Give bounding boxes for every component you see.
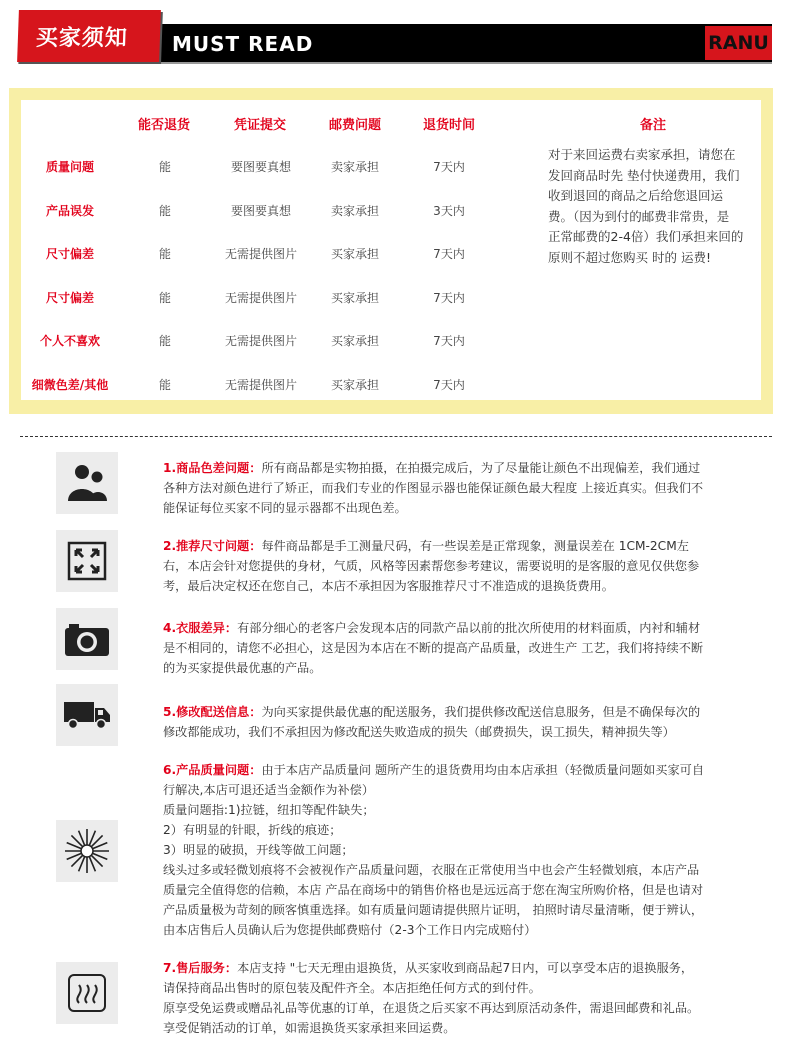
header-tag — [17, 10, 161, 62]
column-header-returnable: 能否退货 — [138, 118, 191, 133]
row-postage: 买家承担 — [330, 378, 380, 392]
policy-text: 所有商品都是实物拍摄，在拍摄完成后，为了尽量能让颜色不出现偏差，我们通过 — [261, 461, 701, 475]
column-header-postage: 邮费问题 — [329, 118, 382, 133]
column-header-proof: 凭证提交 — [234, 118, 287, 133]
policy-line — [163, 800, 757, 820]
return-note — [548, 145, 760, 268]
note-line: 对于来回运费右卖家承担，请您在 — [548, 147, 736, 162]
header-underline — [18, 62, 772, 64]
policy-line — [163, 576, 757, 596]
row-issue: 尺寸偏差 — [45, 291, 95, 305]
policy-line — [163, 1018, 757, 1038]
policy-text: 每件商品都是手工测量尺码，有一些误差是正常现象，测量误差在 1CM-2CM左 — [261, 539, 689, 553]
header-subtitle: MUST READ — [172, 32, 314, 56]
policy-text: 修改都能成功，我们不承担因为修改配送失败造成的损失（邮费损失，误工损失，精神损失等） — [163, 725, 675, 739]
policy-item — [163, 760, 757, 940]
truck-icon — [56, 684, 118, 746]
policy-line — [163, 638, 757, 658]
policy-line — [163, 556, 757, 576]
policy-line — [163, 702, 757, 722]
row-return-time: 7天内 — [433, 160, 465, 174]
policy-line — [163, 536, 757, 556]
column-header-note: 备注 — [640, 118, 667, 133]
policy-title: 4.衣服差异： — [163, 621, 238, 635]
policy-line — [163, 780, 757, 800]
policy-text: 质量完全值得您的信赖，本店 产品在商场中的销售价格也是远远高于您在淘宝所购价格，但是也请对 — [163, 883, 704, 897]
policy-text: 质量问题指:1)拉链，纽扣等配件缺失； — [163, 803, 375, 817]
row-returnable: 能 — [158, 204, 172, 218]
policy-line — [163, 618, 757, 638]
row-return-time: 7天内 — [433, 291, 465, 305]
row-returnable: 能 — [158, 291, 172, 305]
policy-line — [163, 880, 757, 900]
policy-item — [163, 958, 757, 1038]
policy-item — [163, 536, 757, 596]
policy-text: 有部分细心的老客户会发现本店的同款产品以前的批次所使用的材料面质，内衬和辅材 — [237, 621, 701, 635]
policy-text: 的为买家提供最优惠的产品。 — [163, 661, 322, 675]
policy-text: 行解决,本店可退还适当金额作为补偿） — [163, 783, 375, 797]
policy-text: 请保持商品出售时的原包装及配件齐全。本店拒绝任何方式的到付件。 — [163, 981, 541, 995]
policy-line — [163, 458, 757, 478]
aperture-icon — [56, 820, 118, 882]
brand-logo: RANU — [705, 26, 772, 60]
policy-line — [163, 498, 757, 518]
policy-text: 原享受免运费或赠品礼品等优惠的订单，在退货之后买家不再达到原活动条件，需退回邮费和礼品。 — [163, 1001, 700, 1015]
policy-text: 各种方法对颜色进行了矫正，而我们专业的作图显示器也能保证颜色最大程度 上接近真实。但我们不 — [163, 481, 704, 495]
policy-line — [163, 958, 757, 978]
people-icon — [56, 452, 118, 514]
policy-title: 1.商品色差问题： — [163, 461, 262, 475]
row-proof: 要图要真想 — [230, 160, 292, 174]
note-line: 收到退回的商品之后给您退回运 — [548, 188, 724, 203]
policy-line — [163, 820, 757, 840]
row-return-time: 7天内 — [433, 247, 465, 261]
policy-title: 7.售后服务： — [163, 961, 238, 975]
row-issue: 质量问题 — [45, 160, 95, 174]
note-line: 费。（因为到付的邮费非常贵，是 — [548, 208, 730, 224]
row-returnable: 能 — [158, 378, 172, 392]
row-return-time: 7天内 — [433, 334, 465, 348]
policy-line — [163, 920, 757, 940]
row-proof: 要图要真想 — [230, 204, 292, 218]
row-postage: 卖家承担 — [330, 204, 380, 218]
policy-line — [163, 840, 757, 860]
policy-title: 6.产品质量问题： — [163, 763, 262, 777]
policy-item — [163, 458, 757, 518]
camera-icon — [56, 608, 118, 670]
policy-line — [163, 722, 757, 742]
policy-text: 能保证每位买家不同的显示器都不出现色差。 — [163, 501, 407, 515]
row-proof: 无需提供图片 — [224, 378, 298, 392]
row-returnable: 能 — [158, 334, 172, 348]
policy-text: 享受促销活动的订单，如需退换货买家承担来回运费。 — [163, 1021, 456, 1035]
policy-text: 本店支持 "七天无理由退换货，从买家收到商品起7日内，可以享受本店的退换服务， — [237, 961, 694, 975]
policy-line — [163, 760, 757, 780]
policy-item — [163, 618, 757, 678]
policy-text: 由本店售后人员确认后为您提供邮费赔付（2-3个工作日内完成赔付） — [163, 923, 537, 937]
row-proof: 无需提供图片 — [224, 247, 298, 261]
policy-line — [163, 900, 757, 920]
policy-line — [163, 978, 757, 998]
policy-text: 线头过多或轻微划痕将不会被视作产品质量问题，衣服在正常使用当中也会产生轻微划痕，本店产品 — [163, 863, 700, 877]
policy-line — [163, 860, 757, 880]
row-returnable: 能 — [158, 247, 172, 261]
row-issue: 产品误发 — [45, 204, 95, 218]
policy-title: 5.修改配送信息： — [163, 705, 262, 719]
row-postage: 卖家承担 — [330, 160, 380, 174]
row-postage: 买家承担 — [330, 291, 380, 305]
row-proof: 无需提供图片 — [224, 291, 298, 305]
policy-text: 为向买家提供最优惠的配送服务，我们提供修改配送信息服务，但是不确保每次的 — [261, 705, 701, 719]
row-issue: 个人不喜欢 — [39, 334, 101, 348]
row-returnable: 能 — [158, 160, 172, 174]
row-postage: 买家承担 — [330, 247, 380, 261]
policy-text: 由于本店产品质量问 题所产生的退货费用均由本店承担（轻微质量问题如买家可自 — [261, 763, 705, 777]
section-divider — [20, 436, 772, 437]
resize-icon — [56, 530, 118, 592]
policy-title: 2.推荐尺寸问题： — [163, 539, 262, 553]
policy-line — [163, 478, 757, 498]
row-postage: 买家承担 — [330, 334, 380, 348]
row-issue: 细微色差/其他 — [31, 378, 109, 392]
policy-text: 产品质量极为苛刻的顾客慎重选择。如有质量问题请提供照片证明， 拍照时请尽量清晰，便于辨认， — [163, 903, 704, 917]
row-return-time: 3天内 — [433, 204, 465, 218]
service-icon — [56, 962, 118, 1024]
policy-text: 是不相同的，请您不必担心，这是因为本店在不断的提高产品质量，改进生产 工艺，我们将持续不断 — [163, 641, 704, 655]
row-issue: 尺寸偏差 — [45, 247, 95, 261]
note-line: 正常邮费的2-4倍）我们承担来回的 — [548, 229, 744, 244]
policy-line — [163, 658, 757, 678]
header-tag-text: 买家须知 — [35, 26, 129, 51]
note-line: 发回商品时先 垫付快递费用，我们 — [548, 167, 740, 183]
policy-line — [163, 998, 757, 1018]
policy-text: 3）明显的破损，开线等做工问题； — [163, 843, 354, 857]
row-return-time: 7天内 — [433, 378, 465, 392]
policy-text: 考，最后决定权还在您自己，本店不承担因为客服推荐尺寸不准造成的退换货费用。 — [163, 579, 614, 593]
note-line: 原则不超过您购买 时的 运费! — [548, 249, 711, 265]
row-proof: 无需提供图片 — [224, 334, 298, 348]
column-header-return-time: 退货时间 — [423, 118, 476, 133]
policy-text: 2）有明显的针眼，折线的痕迹； — [163, 823, 342, 837]
policy-text: 右，本店会针对您提供的身材，气质，风格等因素帮您参考建议，需要说明的是客服的意见仅供您参 — [163, 559, 700, 573]
policy-item — [163, 702, 757, 742]
